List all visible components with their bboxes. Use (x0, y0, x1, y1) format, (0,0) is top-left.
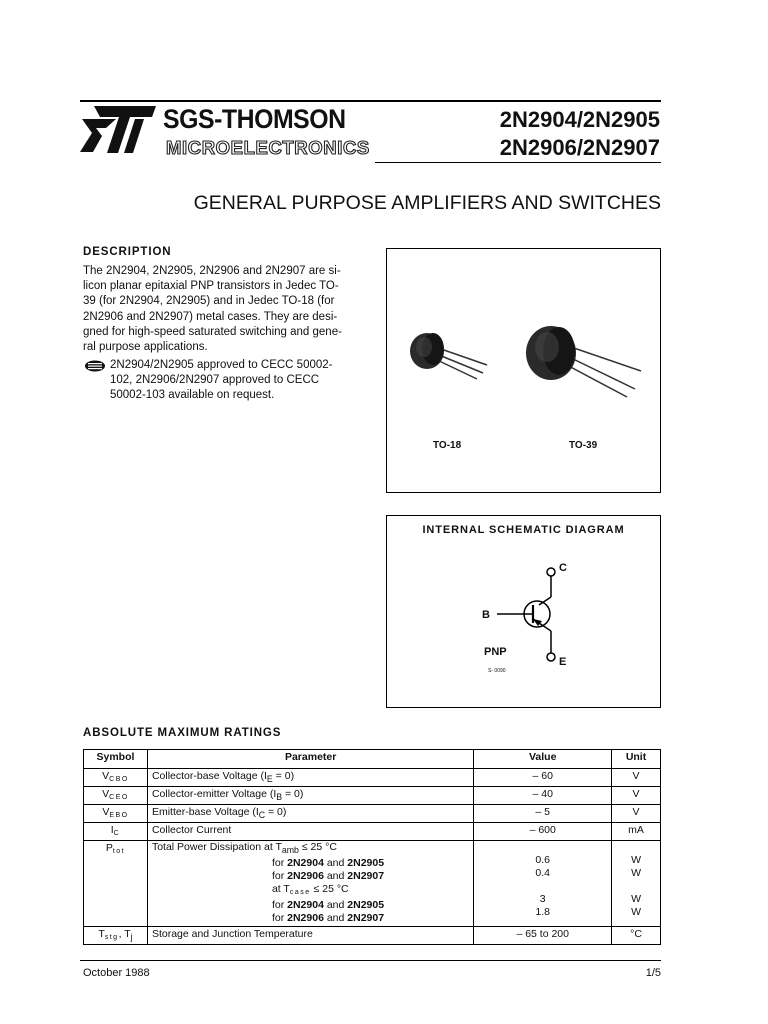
package-images-box (386, 248, 661, 493)
table-header-row (84, 750, 661, 769)
symbol-cell: $P_{tot}$ (84, 841, 148, 927)
parameter-cell: Collector-base Voltage $(I_E = 0)$ (147, 769, 473, 787)
part-numbers-line-2: 2N2906/2N2907 (499, 135, 660, 160)
to39-label: TO-39 (569, 440, 598, 451)
symbol-cell: $V_{CEO}$ (84, 787, 148, 805)
to39-package-image (525, 321, 645, 399)
unit-cell: °C (612, 927, 661, 945)
value-cell: – 65 to 200 (474, 927, 612, 945)
unit-cell: V (612, 805, 661, 823)
unit-cell: V (612, 769, 661, 787)
cecc-note-line: 102, 2N2906/2N2907 approved to CECC (110, 374, 320, 387)
symbol-cell: $I_C$ (84, 823, 148, 841)
top-rule (80, 100, 661, 102)
header-divider (375, 162, 661, 163)
footer-rule (80, 960, 661, 961)
value-cell: – 40 (474, 787, 612, 805)
unit-cell: V (612, 787, 661, 805)
st-logo-icon (80, 106, 156, 158)
table-row (84, 787, 661, 805)
parameter-cell: Collector Current (147, 823, 473, 841)
column-header: Symbol (84, 750, 148, 769)
unit-cell: mA (612, 823, 661, 841)
symbol-cell: $V_{EBO}$ (84, 805, 148, 823)
description-line: ral purpose applications. (83, 341, 208, 354)
description-paragraph (83, 264, 373, 355)
value-cell: 0.6 0.4 3 1.8 (474, 841, 612, 927)
ratings-heading: ABSOLUTE MAXIMUM RATINGS (83, 727, 282, 739)
unit-cell: W W W W (612, 841, 661, 927)
table-row (84, 841, 661, 927)
cecc-bullet-icon (84, 360, 106, 372)
table-row (84, 927, 661, 945)
to18-label: TO-18 (433, 440, 462, 451)
parameter-cell: Total Power Dissipation at $T_{amb} \le 25$ °C for 2N2904 and 2N2905 for 2N2906 and 2N2907 at $T_{case} \le 25$ °C for 2N2904 and 2N2905 for 2N2906 and 2N2907 (147, 841, 473, 927)
description-line: The 2N2904, 2N2905, 2N2906 and 2N2907 are si- (83, 265, 341, 277)
value-cell: – 60 (474, 769, 612, 787)
cecc-note-line: 50002-103 available on request. (110, 389, 275, 402)
cecc-note (110, 358, 372, 404)
page-number: 1/5 (645, 967, 661, 979)
value-cell: – 600 (474, 823, 612, 841)
symbol-cell: $T_{stg}$, $T_j$ (84, 927, 148, 945)
description-line: 2N2906 and 2N2907) metal cases. They are desi- (83, 310, 338, 323)
brand-name: SGS-THOMSON (163, 104, 346, 134)
column-header: Parameter (147, 750, 473, 769)
table-row (84, 769, 661, 787)
brand-subtitle: MICROELECTRONICS (166, 137, 370, 158)
description-line: gned for high-speed saturated switching and gene- (83, 325, 342, 338)
emitter-label: E (559, 656, 567, 668)
table-row (84, 823, 661, 841)
to18-package-image (407, 327, 489, 381)
value-cell: – 5 (474, 805, 612, 823)
description-line: 39 (for 2N2904, 2N2905) and in Jedec TO-18 (for (83, 295, 335, 308)
parameter-cell: Emitter-base Voltage $(I_C = 0)$ (147, 805, 473, 823)
description-line: licon planar epitaxial PNP transistors in Jedec TO- (83, 280, 339, 293)
pnp-label: PNP (484, 646, 507, 658)
base-label: B (482, 609, 490, 621)
schematic-box (386, 515, 661, 708)
column-header: Value (474, 750, 612, 769)
table-row (84, 805, 661, 823)
column-header: Unit (612, 750, 661, 769)
schematic-ref: S- 0090 (488, 668, 506, 674)
symbol-cell: $V_{CBO}$ (84, 769, 148, 787)
parameter-cell: Collector-emitter Voltage $(I_B = 0)$ (147, 787, 473, 805)
description-heading: DESCRIPTION (83, 246, 172, 258)
parameter-cell: Storage and Junction Temperature (147, 927, 473, 945)
schematic-heading: INTERNAL SCHEMATIC DIAGRAM (422, 524, 625, 536)
collector-label: C (559, 562, 567, 574)
footer-date: October 1988 (83, 967, 150, 979)
document-title: GENERAL PURPOSE AMPLIFIERS AND SWITCHES (193, 192, 661, 214)
cecc-note-line: 2N2904/2N2905 approved to CECC 50002- (110, 359, 333, 371)
part-numbers-line-1: 2N2904/2N2905 (499, 107, 660, 132)
ratings-table (83, 749, 661, 945)
